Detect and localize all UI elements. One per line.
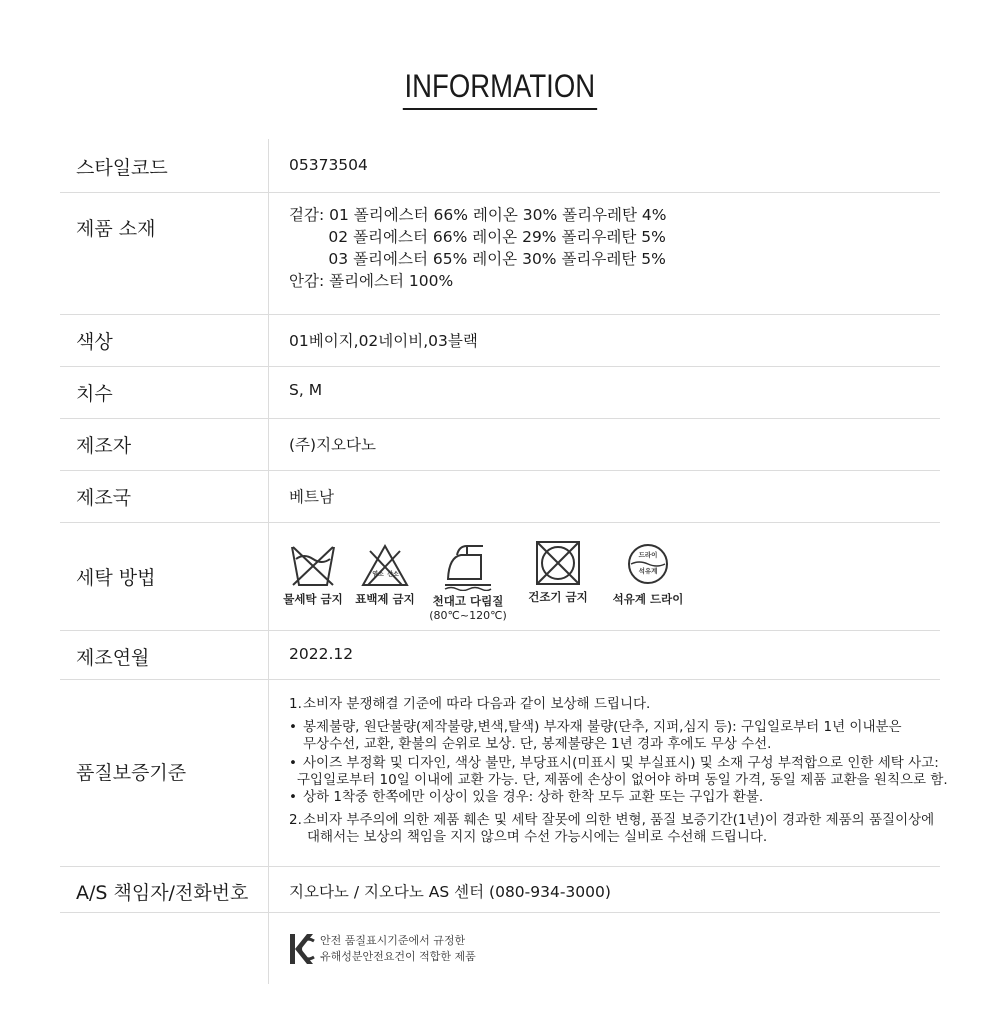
care-label: 석유계 드라이 bbox=[612, 592, 684, 606]
row-size bbox=[60, 367, 940, 419]
quality-item-number: 2. bbox=[289, 812, 302, 828]
care-item-no-tumble-dry bbox=[526, 539, 590, 644]
material-line: 안감: 폴리에스터 100% bbox=[289, 272, 454, 290]
row-label: A/S 책임자/전화번호 bbox=[76, 882, 249, 904]
quality-item-number: 1. bbox=[289, 696, 302, 712]
quality-item-text: 소비자 부주의에 의한 제품 훼손 및 세탁 잘못에 의한 변형, 품질 보증기간(1년)이 경과한 제품의 품질이상에 bbox=[303, 812, 935, 828]
row-as-contact bbox=[60, 867, 940, 913]
kc-text: 안전 품질표시기준에서 규정한 bbox=[320, 934, 466, 947]
row-material bbox=[60, 193, 940, 315]
row-value: (주)지오다노 bbox=[289, 436, 376, 454]
material-line: 겉감: 01 폴리에스터 66% 레이온 30% 폴리우레탄 4% bbox=[289, 206, 667, 224]
row-value: S, M bbox=[289, 381, 323, 399]
care-label: 물세탁 금지 bbox=[283, 592, 343, 606]
quality-bullet: • bbox=[289, 755, 297, 771]
quality-item-text: 무상수선, 교환, 환불의 순위로 보상. 단, 봉제불량은 1년 경과 후에도 무상 수선. bbox=[303, 736, 772, 752]
row-value: 지오다노 / 지오다노 AS 센터 (080-934-3000) bbox=[289, 883, 611, 901]
row-label: 제조자 bbox=[76, 435, 132, 457]
dry-text: 드라이 bbox=[638, 551, 658, 559]
material-lines bbox=[289, 204, 667, 292]
row-label: 세탁 방법 bbox=[76, 567, 156, 589]
row-value: 05373504 bbox=[289, 156, 368, 174]
row-washing bbox=[60, 523, 940, 631]
row-label: 제품 소재 bbox=[76, 218, 156, 240]
care-sub-label: (80℃~120℃) bbox=[429, 609, 507, 622]
row-date bbox=[60, 631, 940, 680]
row-label: 품질보증기준 bbox=[76, 762, 187, 784]
quality-item-text: 소비자 분쟁해결 기준에 따라 다음과 같이 보상해 드립니다. bbox=[303, 696, 651, 712]
page-title: INFORMATION bbox=[403, 68, 597, 110]
care-label: 표백제 금지 bbox=[355, 592, 415, 606]
quality-bullet: • bbox=[289, 789, 297, 805]
kc-certification bbox=[289, 930, 549, 970]
quality-item-text: 대해서는 보상의 책임을 지지 않으며 수선 가능시에는 실비로 수선해 드립니다. bbox=[307, 829, 768, 845]
no-water-wash-icon bbox=[282, 543, 344, 589]
petroleum-dry-clean-icon bbox=[608, 543, 688, 589]
row-country bbox=[60, 471, 940, 523]
row-label: 제조연월 bbox=[76, 647, 150, 669]
quality-list bbox=[289, 696, 948, 846]
row-style-code bbox=[60, 139, 940, 193]
row-label: 치수 bbox=[76, 383, 113, 405]
material-line: 03 폴리에스터 65% 레이온 30% 폴리우레탄 5% bbox=[289, 250, 666, 268]
row-label: 스타일코드 bbox=[76, 157, 168, 179]
quality-item-text: 사이즈 부정확 및 디자인, 색상 불만, 부당표시(미표시 및 부실표시) 및 소재 구성 부적합으로 인한 세탁 사고: bbox=[303, 755, 939, 771]
row-color bbox=[60, 315, 940, 367]
iron-with-cloth-icon bbox=[428, 543, 508, 591]
bleach-chlorine-text: 염소 bbox=[372, 571, 384, 578]
row-value: 01베이지,02네이비,03블랙 bbox=[289, 332, 478, 350]
title-wrap bbox=[0, 68, 1000, 110]
row-label: 색상 bbox=[76, 331, 113, 353]
quality-item bbox=[289, 719, 948, 753]
quality-item bbox=[289, 812, 948, 846]
bleach-oxygen-text: 산소 bbox=[387, 571, 399, 578]
row-label: 제조국 bbox=[76, 487, 132, 509]
material-line: 02 폴리에스터 66% 레이온 29% 폴리우레탄 5% bbox=[289, 228, 666, 246]
kc-text: 유해성분안전요건이 적합한 제품 bbox=[320, 950, 476, 963]
care-label: 건조기 금지 bbox=[528, 590, 588, 604]
row-value: 베트남 bbox=[289, 488, 334, 506]
row-value: 2022.12 bbox=[289, 645, 354, 663]
row-quality bbox=[60, 680, 948, 867]
no-bleach-icon bbox=[352, 543, 418, 589]
kc-mark-icon bbox=[289, 932, 315, 970]
quality-bullet: • bbox=[289, 719, 297, 735]
no-tumble-dry-icon bbox=[526, 539, 590, 587]
quality-item-text: 상하 1착중 한쪽에만 이상이 있을 경우: 상하 한착 모두 교환 또는 구입가 환불. bbox=[303, 789, 764, 805]
quality-item bbox=[289, 755, 948, 789]
row-manufacturer bbox=[60, 419, 940, 471]
care-label: 천대고 다림질 bbox=[432, 594, 504, 608]
petroleum-text: 석유계 bbox=[638, 567, 658, 575]
quality-item-text: 구입일로부터 10일 이내에 교환 가능. 단, 제품에 손상이 없어야 하며 동일 가격, 동일 제품 교환을 원칙으로 함. bbox=[297, 772, 948, 788]
quality-item bbox=[289, 696, 948, 713]
quality-item-text: 봉제불량, 원단불량(제작불량,변색,탈색) 부자재 불량(단추, 지퍼,심지 등): 구입일로부터 1년 이내분은 bbox=[303, 719, 902, 735]
quality-item bbox=[289, 789, 948, 806]
